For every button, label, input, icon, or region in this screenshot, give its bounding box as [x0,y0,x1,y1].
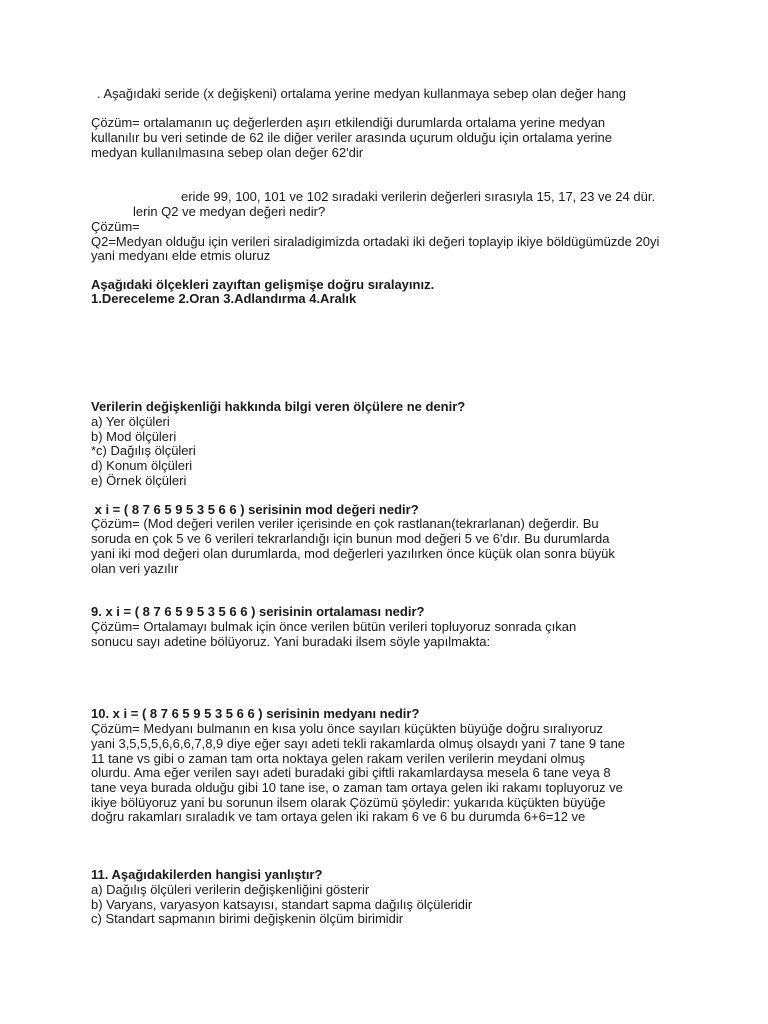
answer-line: medyan kullanılmasına sebep olan değer 62'dir [91,145,364,160]
option-item: *c) Dağılış ölçüleri [91,443,196,458]
question-text: . Aşağıdaki seride (x değişkeni) ortalama yerine medyan kullanmaya sebep olan değer hang [97,86,626,101]
option-item: a) Dağılış ölçüleri verilerin değişkenliğini gösterir [91,882,370,897]
answer-line: yani medyanı elde etmis oluruz [91,248,271,263]
answer-line: Çözüm= (Mod değeri verilen veriler içerisinde en çok rastlanan(tekrarlanan) değerdir. Bu [91,516,599,531]
option-item: e) Örnek ölçüleri [91,473,187,488]
answer-line: olurdu. Ama eğer verilen sayı adeti buradaki gibi çiftli rakamlardaysa mesela 6 tane veya 8 [91,765,611,780]
answer-line: Çözüm= Ortalamayı bulmak için önce verilen bütün verileri topluyoruz sonrada çıkan [91,619,577,634]
answer-line: sonucu sayı adetine bölüyoruz. Yani buradaki ilsem söyle yapılmakta: [91,634,491,649]
question-heading: 10. x i = ( 8 7 6 5 9 5 3 5 6 6 ) serisinin medyanı nedir? [91,706,420,721]
option-item: d) Konum ölçüleri [91,458,193,473]
answer-line: Q2=Medyan olduğu için verileri siraladigimizda ortadaki iki değeri toplayip ikiye böldügümüzde 20yi [91,234,660,249]
answer-line: olan veri yazılır [91,561,179,576]
answer-line: Çözüm= ortalamanın uç değerlerden aşırı etkilendiği durumlarda ortalama yerine medyan [91,115,606,130]
question-heading: Verilerin değişkenliği hakkında bilgi veren ölçülere ne denir? [91,399,466,414]
answer-line: yani iki mod değeri olan durumlarda, mod değerleri yazılırken önce küçük olan sonra büyük [91,546,615,561]
answer-label: Çözüm= [91,219,140,234]
option-item: b) Varyans, varyasyon katsayısı, standart sapma dağılış ölçüleridir [91,897,473,912]
question-text: eride 99, 100, 101 ve 102 sıradaki verilerin değerleri sırasıyla 15, 17, 23 ve 24 dür. [181,189,656,204]
option-item: b) Mod ölçüleri [91,429,177,444]
question-heading: 9. x i = ( 8 7 6 5 9 5 3 5 6 6 ) serisinin ortalaması nedir? [91,604,425,619]
question-heading: 1.Dereceleme 2.Oran 3.Adlandırma 4.Aralık [91,291,357,306]
answer-line: yani 3,5,5,5,6,6,6,7,8,9 diye eğer sayı adeti tekli rakamlarda olmuş olsaydı yani 7 tane 9 tane [91,736,626,751]
answer-line: ikiye bölüyoruz yani bu sorunun ilsem olarak Çözümü şöyledir: yukarıda küçükten büyüğe [91,795,606,810]
answer-line: kullanılır bu veri setinde de 62 ile diğer veriler arasında uçurum olduğu için ortalama yerine [91,130,612,145]
question-heading: x i = ( 8 7 6 5 9 5 3 5 6 6 ) serisinin mod değeri nedir? [91,502,419,517]
answer-line: 11 tane vs gibi o zaman tam orta noktaya gelen rakam verilen verilerin meydani olmuş [91,751,585,766]
option-item: a) Yer ölçüleri [91,414,170,429]
question-heading: Aşağıdaki ölçekleri zayıftan gelişmişe doğru sıralayınız. [91,277,435,292]
answer-line: doğru rakamları sıraladık ve tam ortaya gelen iki rakam 6 ve 6 bu durumda 6+6=12 ve [91,809,586,824]
question-text: lerin Q2 ve medyan değeri nedir? [133,204,326,219]
answer-line: tane veya burada olduğu gibi 10 tane ise, o zaman tam ortaya gelen iki rakamı topluyoruz ve [91,780,623,795]
answer-line: Çözüm= Medyanı bulmanın en kısa yolu önce sayıları küçükten büyüğe doğru sıralıyoruz [91,721,603,736]
option-item: c) Standart sapmanın birimi değişkenin ölçüm birimidir [91,911,404,926]
answer-line: soruda en çok 5 ve 6 verileri tekrarlandığı için bunun mod değeri 5 ve 6'dır. Bu durumlarda [91,531,610,546]
question-heading: 11. Aşağıdakilerden hangisi yanlıştır? [91,867,323,882]
